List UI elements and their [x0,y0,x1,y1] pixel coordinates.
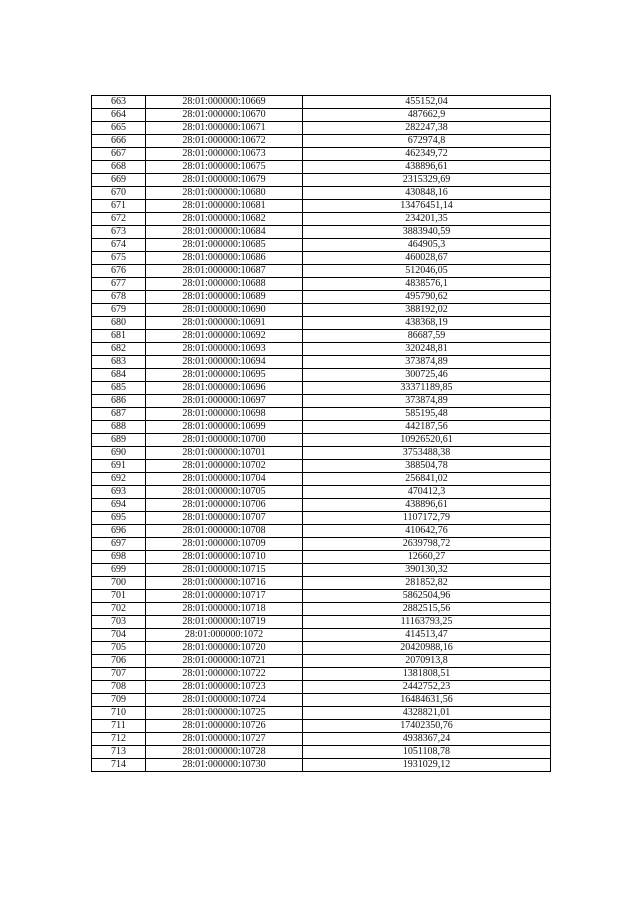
row-number-cell: 694 [92,499,146,512]
table-row [92,239,551,252]
cadastral-number-cell: 28:01:000000:10688 [146,278,303,291]
cadastral-number-cell: 28:01:000000:10681 [146,200,303,213]
table-row [92,681,551,694]
row-number-cell: 698 [92,551,146,564]
table-row [92,187,551,200]
value-cell: 487662,9 [303,109,551,122]
table-row [92,551,551,564]
cadastral-number-cell: 28:01:000000:10709 [146,538,303,551]
table-row [92,642,551,655]
cadastral-number-cell: 28:01:000000:10730 [146,759,303,772]
value-cell: 512046,05 [303,265,551,278]
value-cell: 2639798,72 [303,538,551,551]
table-row [92,538,551,551]
row-number-cell: 690 [92,447,146,460]
value-cell: 4938367,24 [303,733,551,746]
table-row [92,343,551,356]
row-number-cell: 682 [92,343,146,356]
cadastral-number-cell: 28:01:000000:10728 [146,746,303,759]
value-cell: 438368,19 [303,317,551,330]
cadastral-number-cell: 28:01:000000:10690 [146,304,303,317]
value-cell: 373874,89 [303,356,551,369]
row-number-cell: 703 [92,616,146,629]
cadastral-number-cell: 28:01:000000:10720 [146,642,303,655]
row-number-cell: 688 [92,421,146,434]
table-row [92,733,551,746]
table-row [92,174,551,187]
value-cell: 12660,27 [303,551,551,564]
table-row [92,759,551,772]
cadastral-number-cell: 28:01:000000:10700 [146,434,303,447]
cadastral-number-cell: 28:01:000000:10675 [146,161,303,174]
value-cell: 281852,82 [303,577,551,590]
table-row [92,746,551,759]
table-row [92,265,551,278]
cadastral-number-cell: 28:01:000000:10672 [146,135,303,148]
value-cell: 86687,59 [303,330,551,343]
value-cell: 438896,61 [303,499,551,512]
table-row [92,304,551,317]
table-row [92,395,551,408]
value-cell: 388192,02 [303,304,551,317]
row-number-cell: 709 [92,694,146,707]
cadastral-number-cell: 28:01:000000:10723 [146,681,303,694]
table-body [92,96,551,772]
cadastral-number-cell: 28:01:000000:1072 [146,629,303,642]
cadastral-number-cell: 28:01:000000:10669 [146,96,303,109]
table-row [92,317,551,330]
table-row [92,213,551,226]
row-number-cell: 689 [92,434,146,447]
value-cell: 5862504,96 [303,590,551,603]
cadastral-number-cell: 28:01:000000:10697 [146,395,303,408]
value-cell: 20420988,16 [303,642,551,655]
table-row [92,291,551,304]
row-number-cell: 697 [92,538,146,551]
value-cell: 388504,78 [303,460,551,473]
table-row [92,122,551,135]
value-cell: 410642,76 [303,525,551,538]
value-cell: 11163793,25 [303,616,551,629]
table-row [92,109,551,122]
row-number-cell: 663 [92,96,146,109]
value-cell: 2442752,23 [303,681,551,694]
value-cell: 300725,46 [303,369,551,382]
row-number-cell: 665 [92,122,146,135]
row-number-cell: 687 [92,408,146,421]
table-row [92,200,551,213]
cadastral-number-cell: 28:01:000000:10692 [146,330,303,343]
table-row [92,447,551,460]
row-number-cell: 680 [92,317,146,330]
row-number-cell: 683 [92,356,146,369]
row-number-cell: 704 [92,629,146,642]
table-row [92,434,551,447]
table-row [92,408,551,421]
row-number-cell: 702 [92,603,146,616]
table-row [92,278,551,291]
table-row [92,356,551,369]
cadastral-number-cell: 28:01:000000:10687 [146,265,303,278]
value-cell: 470412,3 [303,486,551,499]
value-cell: 464905,3 [303,239,551,252]
table-row [92,616,551,629]
row-number-cell: 677 [92,278,146,291]
row-number-cell: 710 [92,707,146,720]
cadastral-number-cell: 28:01:000000:10696 [146,382,303,395]
table-row [92,655,551,668]
table-row [92,629,551,642]
table-row [92,668,551,681]
table-row [92,720,551,733]
cadastral-number-cell: 28:01:000000:10698 [146,408,303,421]
row-number-cell: 714 [92,759,146,772]
document-page [91,95,550,772]
cadastral-number-cell: 28:01:000000:10693 [146,343,303,356]
value-cell: 1107172,79 [303,512,551,525]
row-number-cell: 671 [92,200,146,213]
value-cell: 10926520,61 [303,434,551,447]
value-cell: 455152,04 [303,96,551,109]
value-cell: 2315329,69 [303,174,551,187]
row-number-cell: 712 [92,733,146,746]
row-number-cell: 676 [92,265,146,278]
table-row [92,96,551,109]
cadastral-number-cell: 28:01:000000:10725 [146,707,303,720]
table-row [92,369,551,382]
row-number-cell: 705 [92,642,146,655]
cadastral-number-cell: 28:01:000000:10715 [146,564,303,577]
row-number-cell: 696 [92,525,146,538]
value-cell: 3753488,38 [303,447,551,460]
cadastral-number-cell: 28:01:000000:10699 [146,421,303,434]
table-row [92,694,551,707]
cadastral-number-cell: 28:01:000000:10706 [146,499,303,512]
cadastral-number-cell: 28:01:000000:10701 [146,447,303,460]
table-row [92,421,551,434]
cadastral-number-cell: 28:01:000000:10724 [146,694,303,707]
value-cell: 438896,61 [303,161,551,174]
row-number-cell: 691 [92,460,146,473]
table-row [92,135,551,148]
table-row [92,226,551,239]
value-cell: 430848,16 [303,187,551,200]
row-number-cell: 669 [92,174,146,187]
table-row [92,525,551,538]
cadastral-number-cell: 28:01:000000:10686 [146,252,303,265]
table-row [92,382,551,395]
table-row [92,603,551,616]
row-number-cell: 674 [92,239,146,252]
value-cell: 672974,8 [303,135,551,148]
row-number-cell: 692 [92,473,146,486]
cadastral-number-cell: 28:01:000000:10708 [146,525,303,538]
cadastral-number-cell: 28:01:000000:10670 [146,109,303,122]
cadastral-number-cell: 28:01:000000:10710 [146,551,303,564]
value-cell: 33371189,85 [303,382,551,395]
value-cell: 3883940,59 [303,226,551,239]
row-number-cell: 670 [92,187,146,200]
row-number-cell: 686 [92,395,146,408]
row-number-cell: 681 [92,330,146,343]
value-cell: 1381808,51 [303,668,551,681]
value-cell: 390130,32 [303,564,551,577]
table-row [92,473,551,486]
value-cell: 17402350,76 [303,720,551,733]
cadastral-number-cell: 28:01:000000:10689 [146,291,303,304]
cadastral-number-cell: 28:01:000000:10685 [146,239,303,252]
cadastral-number-cell: 28:01:000000:10695 [146,369,303,382]
cadastral-number-cell: 28:01:000000:10718 [146,603,303,616]
row-number-cell: 667 [92,148,146,161]
table-row [92,252,551,265]
cadastral-number-cell: 28:01:000000:10704 [146,473,303,486]
cadastral-number-cell: 28:01:000000:10726 [146,720,303,733]
cadastral-number-cell: 28:01:000000:10702 [146,460,303,473]
row-number-cell: 666 [92,135,146,148]
table-row [92,460,551,473]
table-row [92,330,551,343]
value-cell: 462349,72 [303,148,551,161]
table-row [92,148,551,161]
row-number-cell: 701 [92,590,146,603]
value-cell: 282247,38 [303,122,551,135]
row-number-cell: 684 [92,369,146,382]
cadastral-number-cell: 28:01:000000:10691 [146,317,303,330]
row-number-cell: 672 [92,213,146,226]
table-row [92,486,551,499]
value-cell: 2882515,56 [303,603,551,616]
value-cell: 414513,47 [303,629,551,642]
value-cell: 234201,35 [303,213,551,226]
value-cell: 495790,62 [303,291,551,304]
table-row [92,512,551,525]
row-number-cell: 673 [92,226,146,239]
value-cell: 16484631,56 [303,694,551,707]
value-cell: 2070913,8 [303,655,551,668]
value-cell: 256841,02 [303,473,551,486]
cadastral-number-cell: 28:01:000000:10673 [146,148,303,161]
row-number-cell: 695 [92,512,146,525]
cadastral-number-cell: 28:01:000000:10671 [146,122,303,135]
cadastral-number-cell: 28:01:000000:10684 [146,226,303,239]
cadastral-number-cell: 28:01:000000:10694 [146,356,303,369]
table-row [92,499,551,512]
row-number-cell: 706 [92,655,146,668]
cadastral-number-cell: 28:01:000000:10722 [146,668,303,681]
row-number-cell: 711 [92,720,146,733]
table-row [92,590,551,603]
cadastral-number-cell: 28:01:000000:10719 [146,616,303,629]
value-cell: 373874,89 [303,395,551,408]
row-number-cell: 700 [92,577,146,590]
row-number-cell: 679 [92,304,146,317]
value-cell: 4328821,01 [303,707,551,720]
row-number-cell: 713 [92,746,146,759]
row-number-cell: 707 [92,668,146,681]
value-cell: 460028,67 [303,252,551,265]
row-number-cell: 693 [92,486,146,499]
table-row [92,707,551,720]
table-row [92,564,551,577]
table-row [92,577,551,590]
row-number-cell: 664 [92,109,146,122]
value-cell: 4838576,1 [303,278,551,291]
value-cell: 1051108,78 [303,746,551,759]
value-cell: 585195,48 [303,408,551,421]
cadastral-number-cell: 28:01:000000:10680 [146,187,303,200]
row-number-cell: 668 [92,161,146,174]
cadastral-number-cell: 28:01:000000:10682 [146,213,303,226]
cadastral-number-cell: 28:01:000000:10716 [146,577,303,590]
cadastral-number-cell: 28:01:000000:10707 [146,512,303,525]
cadastral-number-cell: 28:01:000000:10721 [146,655,303,668]
row-number-cell: 699 [92,564,146,577]
row-number-cell: 678 [92,291,146,304]
cadastral-number-cell: 28:01:000000:10727 [146,733,303,746]
value-cell: 1931029,12 [303,759,551,772]
value-cell: 13476451,14 [303,200,551,213]
row-number-cell: 675 [92,252,146,265]
value-cell: 442187,56 [303,421,551,434]
cadastral-number-cell: 28:01:000000:10679 [146,174,303,187]
row-number-cell: 708 [92,681,146,694]
cadastral-number-cell: 28:01:000000:10717 [146,590,303,603]
cadastral-value-table [91,95,551,772]
value-cell: 320248,81 [303,343,551,356]
table-row [92,161,551,174]
cadastral-number-cell: 28:01:000000:10705 [146,486,303,499]
row-number-cell: 685 [92,382,146,395]
